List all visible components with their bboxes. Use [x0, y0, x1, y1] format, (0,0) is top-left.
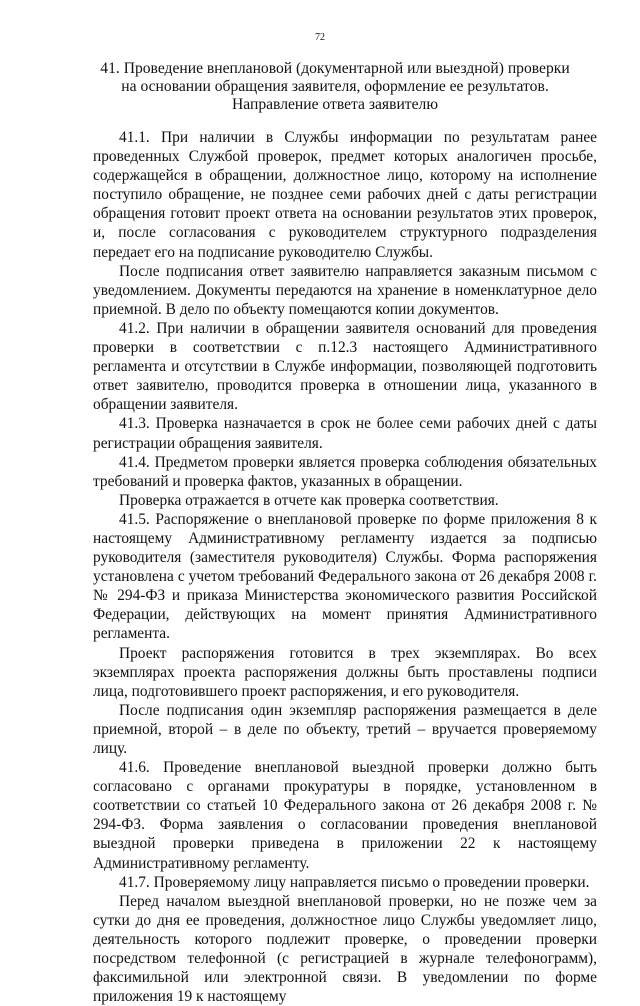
paragraph-41-5: 41.5. Распоряжение о внеплановой проверке по форме приложения 8 к настоящему Административному регламенту издается за подписью руководителя (заместителя руководителя) Службы. Форма распоряжения установлена с учетом требований Федерального закона от 26 декабря 2008 г. № 294-ФЗ и приказа Министерства экономического развития Российской Федерации, действующих на момент принятия Административного регламента.	[93, 510, 597, 643]
heading-line-3: Направление ответа заявителю	[232, 96, 438, 113]
paragraph: После подписания ответ заявителю направляется заказным письмом с уведомлением. Документы передаются на хранение в номенклатурное дело приемной. В дело по объекту помещаются копии документов.	[93, 262, 597, 318]
paragraph-41-3: 41.3. Проверка назначается в срок не более семи рабочих дней с даты регистрации обращения заявителя.	[93, 415, 597, 452]
paragraph: Перед началом выездной внеплановой проверки, но не позже чем за сутки до дня ее проведения, должностное лицо Службы уведомляет лицо, деятельность которого подлежит проверке, о проведении проверки посредством телефонной (с регистрацией в журнале телефонограмм), факсимильной или электронной связи. В уведомлении по форме приложения 19 к настоящему	[93, 892, 597, 1006]
paragraph-41-2: 41.2. При наличии в обращении заявителя оснований для проведения проверки в соответствии с п.12.3 настоящего Административного регламента и отсутствии в Службе информации, позволяющей подготовить ответ заявителю, проводится проверка в отношении лица, указанного в обращении заявителя.	[93, 319, 597, 414]
paragraph-41-4: 41.4. Предметом проверки является проверка соблюдения обязательных требований и проверка фактов, указанных в обращении.	[93, 453, 597, 490]
section-heading	[70, 60, 600, 114]
paragraph-41-1: 41.1. При наличии в Службы информации по результатам ранее проведенных Службой проверок, предмет которых аналогичен просьбе, содержащейся в обращении, должностное лицо, которому на исполнение поступило обращение, не позднее семи рабочих дней с даты регистрации обращения готовит проект ответа на основании результатов этих проверок, и, после согласования с руководителем структурного подразделения передает его на подписание руководителю Службы.	[93, 129, 597, 261]
page-number: 72	[315, 32, 325, 43]
paragraph: После подписания один экземпляр распоряжения размещается в деле приемной, второй – в деле по объекту, третий – вручается проверяемому лицу.	[93, 701, 597, 757]
heading-line-2: на основании обращения заявителя, оформление ее результатов.	[121, 78, 549, 95]
paragraph: Проверка отражается в отчете как проверка соответствия.	[119, 491, 499, 509]
paragraph-41-6: 41.6. Проведение внеплановой выездной проверки должно быть согласовано с органами прокуратуры в порядке, установленном в соответствии со статьей 10 Федерального закона от 26 декабря 2008 г. № 294-ФЗ. Форма заявления о согласовании проведения внеплановой выездной проверки приведена в приложении 22 к настоящему Административному регламенту.	[93, 759, 597, 872]
paragraph-41-7: 41.7. Проверяемому лицу направляется письмо о проведении проверки.	[119, 873, 590, 891]
heading-line-1: 41. Проведение внеплановой (документарной или выездной) проверки	[100, 60, 570, 77]
document-body	[93, 128, 597, 1006]
paragraph: Проект распоряжения готовится в трех экземплярах. Во всех экземплярах проекта распоряжения должны быть проставлены подписи лица, подготовившего проект распоряжения, и его руководителя.	[93, 644, 597, 700]
